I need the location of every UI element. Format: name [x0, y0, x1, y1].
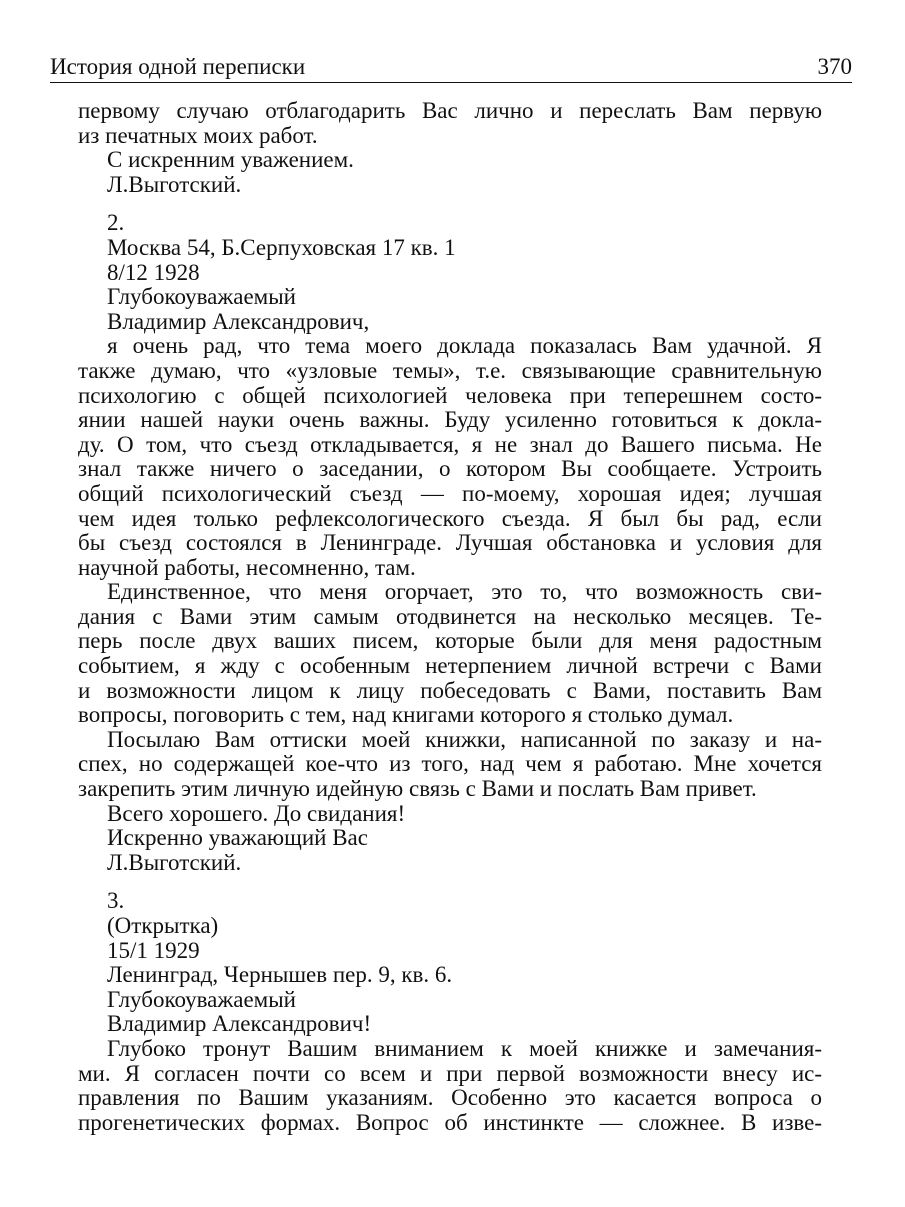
running-header: [50, 54, 852, 83]
text-line: чем идея только рефлексологического съезда. Я был бы рад, если: [78, 506, 822, 531]
letter-address: Ленинград, Чернышев пер. 9, кв. 6.: [107, 963, 453, 988]
page-text: [78, 99, 822, 1135]
closing-line: Всего хорошего. До свидания!: [107, 801, 406, 826]
page-number: 370: [817, 54, 852, 79]
section-gap: [78, 197, 822, 211]
text-line: закрепить этим личную идейную связь с Вами и послать Вам привет.: [78, 777, 757, 802]
letter-number: 2.: [107, 211, 125, 236]
text-line: Глубоко тронут Вашим вниманием к моей книжке и замечания-: [107, 1036, 822, 1061]
text-line: я очень рад, что тема моего доклада показалась Вам удачной. Я: [107, 334, 822, 359]
salutation: Владимир Александрович!: [107, 1012, 372, 1037]
text-line: правления по Вашим указаниям. Особенно это касается вопроса о: [78, 1086, 822, 1111]
text-line: общий психологический съезд — по-моему, хорошая идея; лучшая: [78, 481, 822, 506]
text-line: янии нашей науки очень важны. Буду усиленно готовиться к докла-: [78, 408, 822, 433]
text-line: Посылаю Вам оттиски моей книжки, написанной по заказу и на-: [107, 727, 822, 752]
text-line: Единственное, что меня огорчает, это то, что возможность сви-: [107, 580, 822, 605]
salutation: Глубокоуважаемый: [107, 987, 296, 1012]
text-line: также думаю, что «узловые темы», т.е. связывающие сравнительную: [78, 358, 822, 383]
section-gap: [78, 875, 822, 889]
text-line: первому случаю отблагодарить Вас лично и переслать Вам первую: [78, 99, 822, 123]
signature: Л.Выготский.: [107, 850, 242, 875]
signature: Л.Выготский.: [107, 172, 242, 197]
salutation: Владимир Александрович,: [107, 309, 370, 334]
closing-line: Искренно уважающий Вас: [107, 826, 368, 851]
text-line: знал также ничего о заседании, о котором Вы сообщаете. Устроить: [78, 457, 822, 482]
letter-address: Москва 54, Б.Серпуховская 17 кв. 1: [107, 235, 456, 260]
letter-date: 15/1 1929: [107, 938, 200, 963]
text-line: вопросы, поговорить с тем, над книгами которого я столько думал.: [78, 703, 734, 728]
text-line: психологию с общей психологией человека при теперешнем состо-: [78, 383, 822, 408]
text-line: перь после двух ваших писем, которые были для меня радостным: [78, 629, 822, 654]
salutation: Глубокоуважаемый: [107, 285, 296, 310]
text-line: дания с Вами этим самым отодвинется на несколько месяцев. Те-: [78, 604, 822, 629]
text-line: спех, но содержащей кое-что из того, над чем я работаю. Мне хочется: [78, 752, 822, 777]
text-line: научной работы, несомненно, там.: [78, 555, 416, 580]
letter-type: (Открытка): [107, 914, 219, 938]
text-line: ми. Я согласен почти со всем и при первой возможности внесу ис-: [78, 1061, 822, 1086]
letter-number: 3.: [107, 889, 125, 914]
text-line: ду. О том, что съезд откладывается, я не знал до Вашего письма. Не: [78, 432, 822, 457]
letter-date: 8/12 1928: [107, 260, 200, 285]
running-title: История одной переписки: [50, 54, 306, 79]
text-line: и возможности лицом к лицу побеседовать с Вами, поставить Вам: [78, 678, 822, 703]
text-line: событием, я жду с особенным нетерпением личной встречи с Вами: [78, 654, 822, 679]
closing-line: С искренним уважением.: [107, 148, 354, 173]
text-line: прогенетических формах. Вопрос об инстинкте — сложнее. В изве-: [78, 1110, 822, 1135]
text-line: из печатных моих работ.: [78, 123, 318, 148]
text-line: бы съезд состоялся в Ленинграде. Лучшая обстановка и условия для: [78, 531, 822, 556]
